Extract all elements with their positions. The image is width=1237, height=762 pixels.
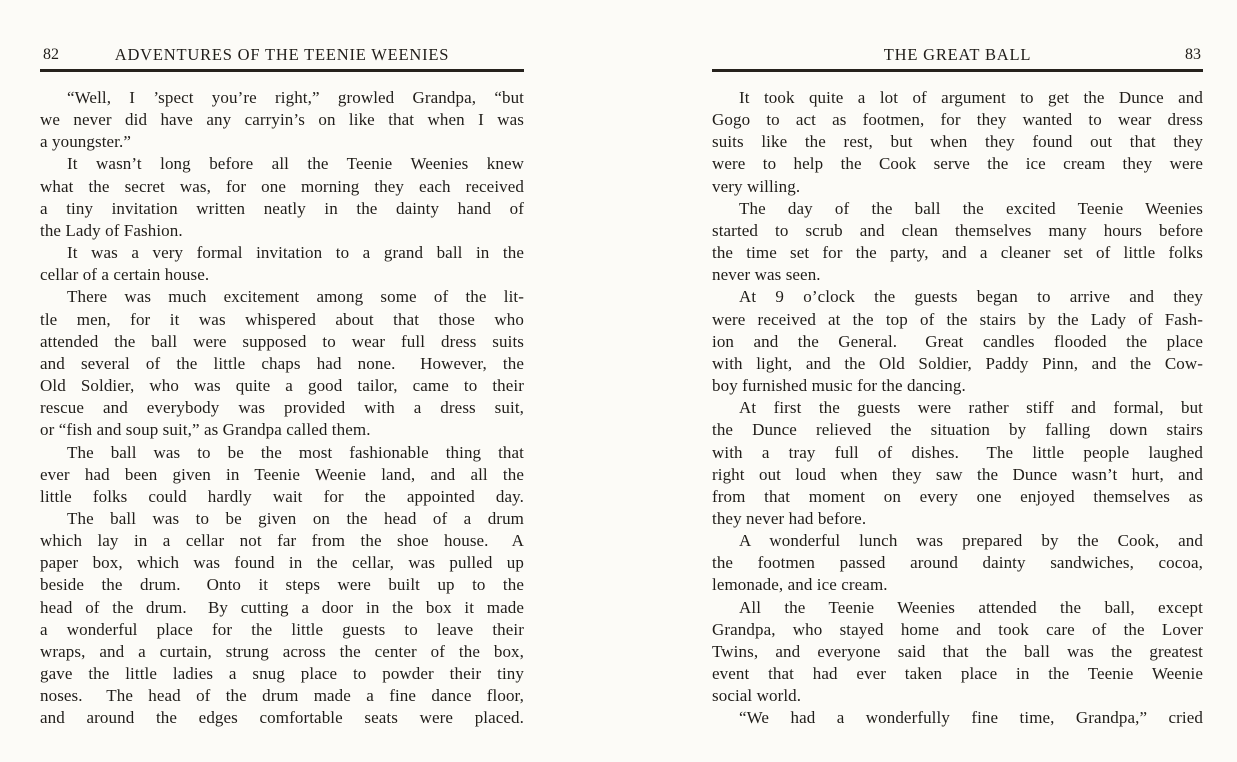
text-line: Twins, and everyone said that the ball was the greatest: [712, 641, 1203, 661]
text-line: with a tray full of dishes. The little people laughed: [712, 442, 1203, 462]
page-body-right: [712, 87, 1203, 730]
text-line: lemonade, and ice cream.: [712, 575, 888, 595]
text-line: with light, and the Old Soldier, Paddy Pinn, and the Cow-: [712, 353, 1203, 373]
text-line: started to scrub and clean themselves many hours before: [712, 220, 1203, 240]
paragraph: [712, 530, 1203, 596]
text-line: the Dunce relieved the situation by falling down stairs: [712, 420, 1203, 440]
paragraph: [40, 242, 524, 286]
text-line: were received at the top of the stairs by the Lady of Fash-: [712, 309, 1203, 329]
text-line: The ball was to be given on the head of a drum: [67, 508, 524, 528]
text-line: a tiny invitation written neatly in the dainty hand of: [40, 198, 524, 218]
text-line: event that had ever taken place in the Teenie Weenie: [712, 664, 1203, 684]
text-line: a wonderful place for the little guests to leave their: [40, 619, 524, 639]
paragraph: [712, 286, 1203, 397]
text-line: Grandpa, who stayed home and took care of the Lover: [712, 619, 1203, 639]
text-line: cellar of a certain house.: [40, 265, 210, 285]
page-number: 83: [1185, 46, 1201, 63]
paragraph: [40, 508, 524, 730]
page-left: [40, 0, 524, 730]
text-line: It was a very formal invitation to a grand ball in the: [67, 243, 524, 263]
running-head-right: [712, 45, 1203, 72]
page-right: [712, 0, 1203, 730]
text-line: a youngster.”: [40, 132, 131, 152]
text-line: “We had a wonderfully fine time, Grandpa,” cried: [739, 708, 1203, 728]
running-title: ADVENTURES OF THE TEENIE WEENIES: [114, 45, 450, 64]
text-line: The ball was to be the most fashionable thing that: [67, 442, 524, 462]
text-line: wraps, and a curtain, strung across the center of the box,: [40, 641, 524, 661]
text-line: All the Teenie Weenies attended the ball, except: [739, 597, 1203, 617]
paragraph: [40, 442, 524, 508]
text-line: At 9 o’clock the guests began to arrive and they: [739, 287, 1203, 307]
text-line: tle men, for it was whispered about that those who: [40, 309, 524, 329]
text-line: or “fish and soup suit,” as Grandpa called them.: [40, 420, 371, 440]
text-line: paper box, which was found in the cellar, was pulled up: [40, 553, 524, 573]
text-line: the Lady of Fashion.: [40, 220, 183, 240]
text-line: very willing.: [712, 176, 801, 196]
paragraph: [712, 198, 1203, 287]
text-line: “Well, I ’spect you’re right,” growled Grandpa, “but: [67, 88, 524, 107]
text-line: beside the drum. Onto it steps were built up to the: [40, 575, 524, 595]
running-head-left: [40, 45, 524, 72]
text-line: There was much excitement among some of the lit-: [67, 287, 524, 307]
paragraph: [712, 87, 1203, 198]
text-line: never was seen.: [712, 265, 821, 285]
paragraph: [40, 153, 524, 242]
text-line: attended the ball were supposed to wear full dress suits: [40, 331, 524, 351]
text-line: and several of the little chaps had none. However, the: [40, 353, 524, 373]
page-number: 82: [43, 46, 59, 63]
text-line: right out loud when they saw the Dunce wasn’t hurt, and: [712, 464, 1203, 484]
text-line: It took quite a lot of argument to get the Dunce and: [739, 88, 1203, 107]
text-line: noses. The head of the drum made a fine dance floor,: [40, 686, 524, 706]
paragraph: [40, 286, 524, 441]
text-line: Old Soldier, who was quite a good tailor, came to their: [40, 376, 524, 396]
text-line: The day of the ball the excited Teenie Weenies: [739, 198, 1203, 218]
text-line: social world.: [712, 686, 802, 706]
text-line: ever had been given in Teenie Weenie land, and all the: [40, 464, 524, 484]
text-line: the time set for the party, and a cleaner set of little folks: [712, 243, 1203, 263]
paragraph: [40, 87, 524, 153]
text-line: from that moment on every one enjoyed themselves as: [712, 486, 1203, 506]
text-line: boy furnished music for the dancing.: [712, 376, 966, 396]
text-line: gave the little ladies a snug place to powder their tiny: [40, 664, 524, 684]
text-line: head of the drum. By cutting a door in the box it made: [40, 597, 524, 617]
running-title: THE GREAT BALL: [883, 45, 1032, 64]
text-line: and around the edges comfortable seats were placed.: [40, 708, 524, 728]
text-line: Gogo to act as footmen, for they wanted to wear dress: [712, 110, 1203, 130]
text-line: which lay in a cellar not far from the shoe house. A: [40, 531, 524, 551]
text-line: At first the guests were rather stiff and formal, but: [739, 398, 1203, 418]
text-line: were to help the Cook serve the ice cream they were: [712, 154, 1203, 174]
paragraph: [712, 597, 1203, 708]
text-line: the footmen passed around dainty sandwiches, cocoa,: [712, 553, 1203, 573]
text-line: what the secret was, for one morning they each received: [40, 176, 524, 196]
text-line: A wonderful lunch was prepared by the Cook, and: [739, 531, 1203, 551]
paragraph: [712, 707, 1203, 729]
text-line: ion and the General. Great candles flooded the place: [712, 331, 1203, 351]
text-line: rescue and everybody was provided with a dress suit,: [40, 398, 524, 418]
page-body-left: [40, 87, 524, 730]
text-line: little folks could hardly wait for the appointed day.: [40, 486, 524, 506]
paragraph: [712, 397, 1203, 530]
text-line: It wasn’t long before all the Teenie Weenies knew: [67, 154, 524, 174]
text-line: we never did have any carryin’s on like that when I was: [40, 110, 524, 130]
text-line: they never had before.: [712, 508, 867, 528]
text-line: suits like the rest, but when they found out that they: [712, 132, 1203, 152]
